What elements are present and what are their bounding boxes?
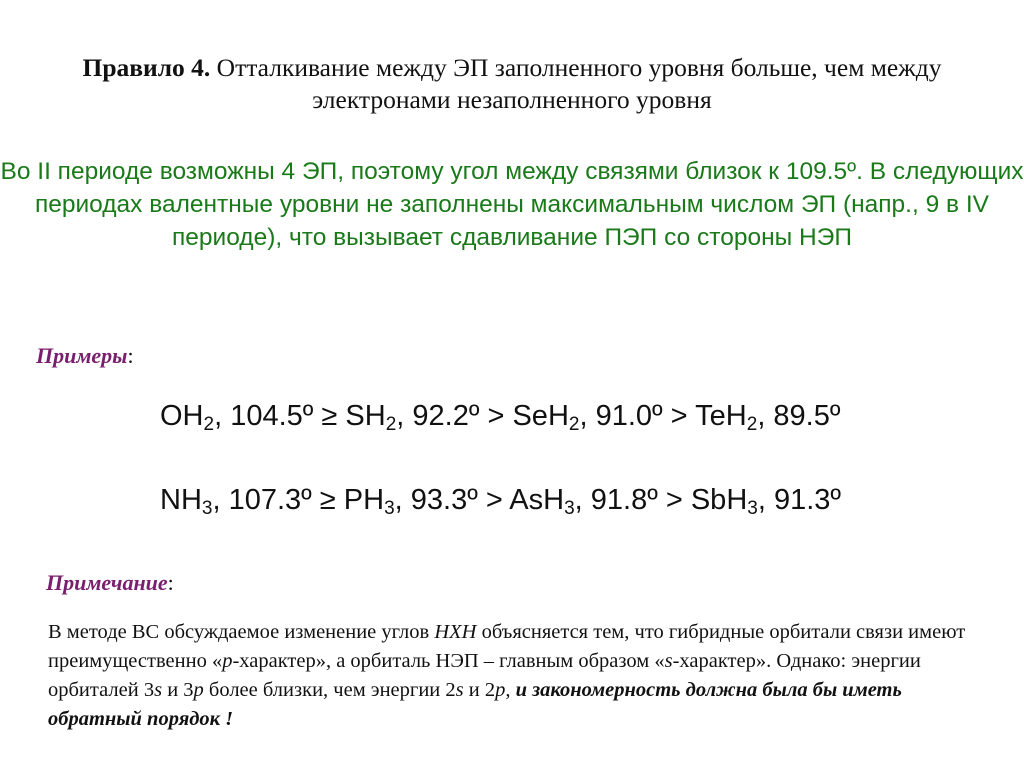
rule-title: Правило 4.: [82, 53, 211, 82]
note-text: В методе ВС обсуждаемое изменение углов HXH объясняется тем, что гибридные орбитали связи имеют преимущественно «p-характер», а орбиталь НЭП – главным образом «s-характер». Однако: энергии орбиталей 3s и 3p более близки, чем энергии 2s и 2p, и закономерность должна была бы иметь обратный порядок !: [48, 621, 966, 730]
formula-term: AsH$_3$, 91.8º >: [509, 484, 691, 519]
formula-line-2: [160, 484, 841, 520]
note-emphasis: и закономерность должна была бы иметь обратный порядок !: [48, 679, 902, 730]
explanation-text: Во II периоде возможны 4 ЭП, поэтому угол между связями близок к 109.5º. В следующих периодах валентные уровни не заполнены максимальным числом ЭП (напр., 9 в IV периоде), что вызывает сдавливание ПЭП со стороны НЭП: [0, 158, 1024, 251]
formula-term: SeH$_2$, 91.0º >: [512, 400, 696, 435]
formula-term: $OH_2$, 104.5º ≥: [160, 400, 346, 435]
examples-label: [36, 343, 134, 369]
rule-heading: [20, 52, 1004, 116]
formula-line-1: [160, 400, 840, 436]
formula-term: $NH_3$, 107.3º ≥: [160, 484, 344, 519]
note-label-text: Примечание: [46, 570, 168, 595]
note-label: [46, 570, 174, 596]
formula-term: SbH$_3$, 91.3º: [690, 484, 841, 519]
formula-term: TeH$_2$, 89.5º: [695, 400, 841, 435]
formula-term: $SH_2$, 92.2º >: [345, 400, 513, 435]
rule-text: Отталкивание между ЭП заполненного уровня больше, чем между электронами незаполненного уровня: [210, 53, 942, 114]
examples-label-text: Примеры: [36, 343, 128, 368]
examples-label-colon: :: [127, 343, 134, 368]
formula-term: $PH_3$, 93.3º >: [343, 484, 510, 519]
note-label-colon: :: [167, 570, 174, 595]
